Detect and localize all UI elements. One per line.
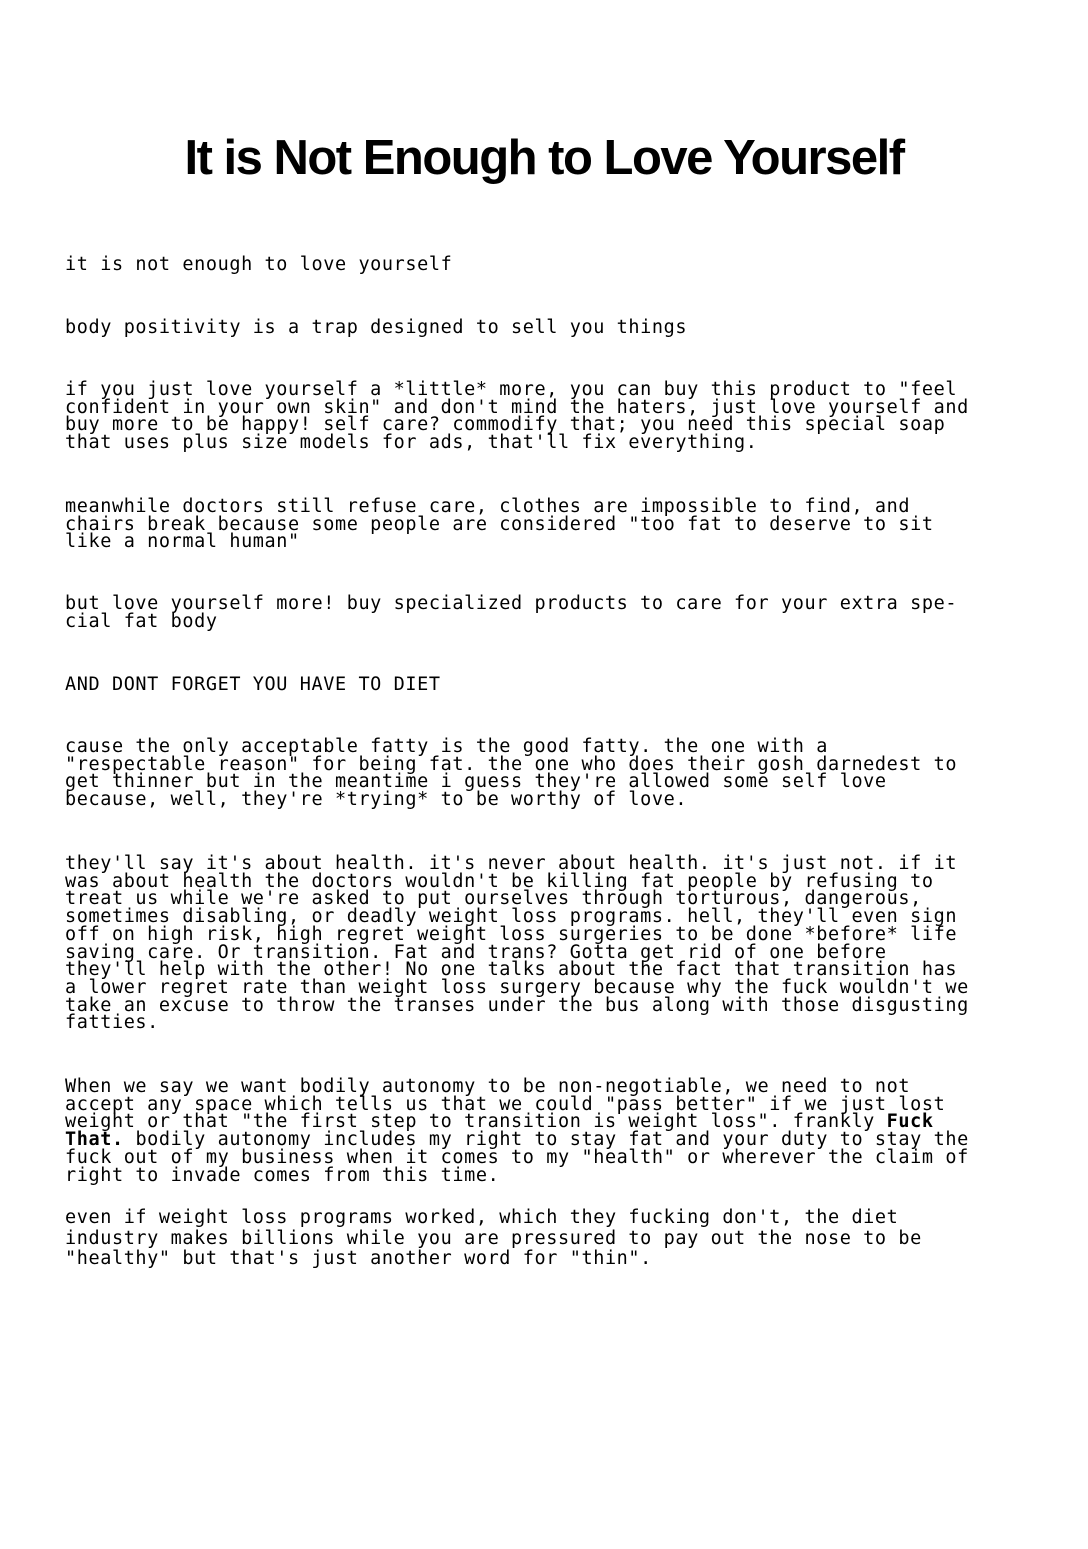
paragraph-9 [65, 1078, 1025, 1184]
paragraph-9-emphasis: Fuck That. [65, 1111, 934, 1151]
paragraph-7: cause the only acceptable fatty is the good fatty. the one with a "respectable reason" for being fat. the one who does their gosh darnedest to get thinner but in the meantime i guess they're allowed some self love because, well, they're *trying* to be worthy of love. [65, 736, 958, 811]
paragraph-2: body positivity is a trap designed to sell you things [65, 317, 688, 338]
paragraph-8: they'll say it's about health. it's never about health. it's just not. if it was about health the doctors wouldn't be killing fat people by refusing to treat us while we're asked to put ourselves through torturous, dangerous, sometimes disabling, or deadly weight loss programs. hell, they'll even sign off on high risk, high regret weight loss surgeries to be done *before* life saving care. Or transition. Fat and trans? Gotta get rid of one before they'll help with the other! No one talks about the fact that transition has a lower regret rate than weight loss surgery because why the fuck wouldn't we take an excuse to throw the transes under the bus along with those disgusting fatties. [65, 853, 969, 1034]
paragraph-6: AND DONT FORGET YOU HAVE TO DIET [65, 674, 441, 695]
document-title: It is Not Enough to Love Yourself [184, 131, 904, 185]
paragraph-9-text-before: When we say we want bodily autonomy to be non-negotiable, we need to not accept any space which tells us that we could "pass better" if we just lost weight or that "the first step to transition is weight loss". frankly [65, 1076, 946, 1133]
paragraph-4: meanwhile doctors still refuse care, clothes are impossible to find, and chairs break because some people are considered "too fat to deserve to sit like a normal human" [65, 496, 934, 553]
paragraph-9-text-after: bodily autonomy includes my right to stay fat and your duty to stay the fuck out of my business when it comes to my "health" or wherever the claim of right to invade comes from this time. [65, 1129, 969, 1186]
paragraph-1: it is not enough to love yourself [65, 254, 453, 275]
paragraph-5: but love yourself more! buy specialized products to care for your extra spe- cial fat body [65, 593, 958, 632]
paragraph-3: if you just love yourself a *little* more, you can buy this product to "feel confident in your own skin" and don't mind the haters, just love yourself and buy more to be happy! self care? commodify that; you need this special soap that uses plus size models for ads, that'll fix everything. [65, 379, 969, 454]
paragraph-10: even if weight loss programs worked, which they fucking don't, the diet industry makes billions while you are pressured to pay out the nose to be "healthy" but that's just another word for "thin". [65, 1207, 922, 1269]
